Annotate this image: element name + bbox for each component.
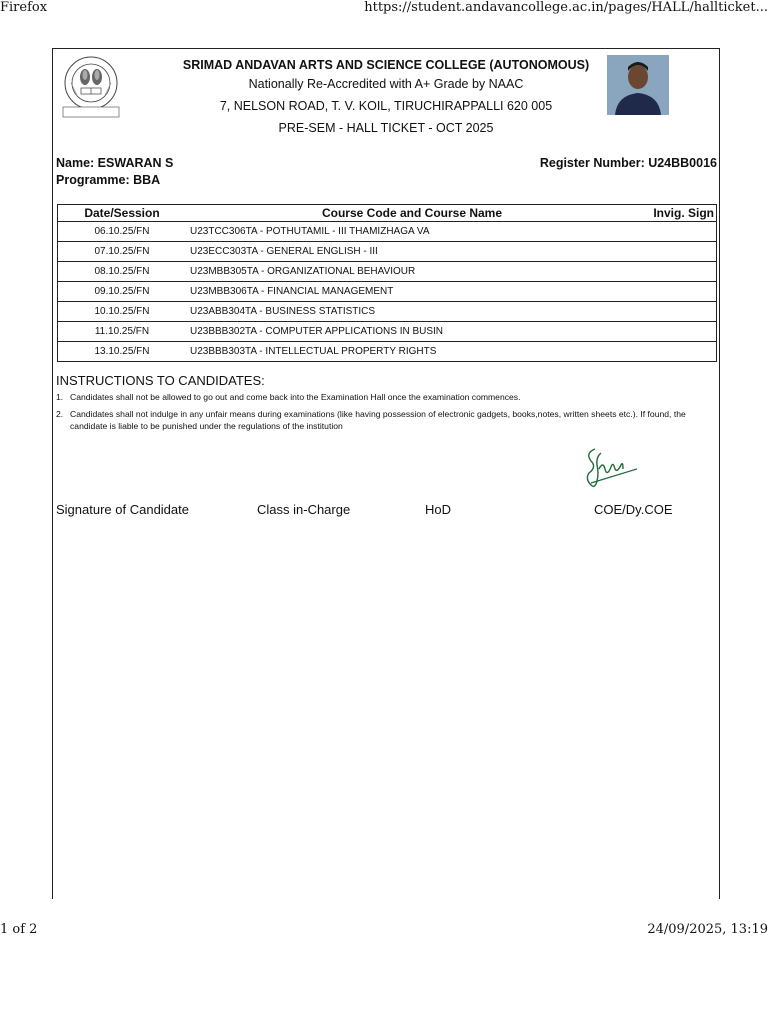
exam-course: U23TCC306TA - POTHUTAMIL - III THAMIZHAGA VA <box>186 222 638 242</box>
accreditation-line: Nationally Re-Accredited with A+ Grade by NAAC <box>248 77 524 91</box>
college-address: 7, NELSON ROAD, T. V. KOIL, TIRUCHIRAPPALLI 620 005 <box>219 99 553 113</box>
invig-sign-cell <box>638 302 717 322</box>
hall-ticket-sheet <box>52 48 720 899</box>
invig-sign-cell <box>638 262 717 282</box>
document-title: PRE-SEM - HALL TICKET - OCT 2025 <box>278 121 494 135</box>
table-row <box>58 222 717 242</box>
table-row <box>58 342 717 362</box>
print-footer <box>0 922 768 938</box>
invig-sign-cell <box>638 282 717 302</box>
browser-app-name: Firefox <box>0 0 48 15</box>
student-name: Name: ESWARAN S <box>56 156 174 170</box>
page-count: 1 of 2 <box>0 922 38 937</box>
page-url: https://student.andavancollege.ac.in/pages/HALL/hallticket... <box>364 0 768 15</box>
exam-schedule-table <box>57 204 717 362</box>
instructions-title: INSTRUCTIONS TO CANDIDATES: <box>56 373 265 388</box>
exam-course: U23MBB306TA - FINANCIAL MANAGEMENT <box>186 282 638 302</box>
instruction-number: 1. <box>56 392 64 402</box>
instructions-list <box>56 391 716 437</box>
table-row <box>58 262 717 282</box>
exam-course: U23ABB304TA - BUSINESS STATISTICS <box>186 302 638 322</box>
college-name: SRIMAD ANDAVAN ARTS AND SCIENCE COLLEGE (AUTONOMOUS) <box>182 58 590 72</box>
header-course: Course Code and Course Name <box>186 205 638 222</box>
table-row <box>58 242 717 262</box>
invig-sign-cell <box>638 342 717 362</box>
print-header <box>0 0 768 16</box>
signature-coe-label: COE/Dy.COE <box>594 502 673 517</box>
exam-date: 06.10.25/FN <box>58 222 187 242</box>
invig-sign-cell <box>638 242 717 262</box>
exam-date: 09.10.25/FN <box>58 282 187 302</box>
exam-date: 08.10.25/FN <box>58 262 187 282</box>
header-invig-sign: Invig. Sign <box>638 205 717 222</box>
invig-sign-cell <box>638 222 717 242</box>
print-datetime: 24/09/2025, 13:19 <box>647 922 768 937</box>
college-logo <box>59 55 123 119</box>
instruction-item <box>56 408 716 432</box>
table-row <box>58 302 717 322</box>
exam-date: 13.10.25/FN <box>58 342 187 362</box>
signature-candidate-label: Signature of Candidate <box>56 502 189 517</box>
table-row <box>58 282 717 302</box>
exam-date: 10.10.25/FN <box>58 302 187 322</box>
exam-course: U23BBB302TA - COMPUTER APPLICATIONS IN BUSIN <box>186 322 638 342</box>
instruction-text: Candidates shall not indulge in any unfair means during examinations (like having possession of electronic gadgets, books,notes, written sheets etc.). If found, the candidate is liable to be punished under the regulations of the institution <box>70 409 686 431</box>
student-photo <box>607 55 669 115</box>
exam-course: U23MBB305TA - ORGANIZATIONAL BEHAVIOUR <box>186 262 638 282</box>
exam-course: U23BBB303TA - INTELLECTUAL PROPERTY RIGHTS <box>186 342 638 362</box>
instruction-number: 2. <box>56 409 64 419</box>
student-programme: Programme: BBA <box>56 173 161 187</box>
coe-signature-image <box>581 443 643 495</box>
table-row <box>58 322 717 342</box>
header-date-session: Date/Session <box>58 205 187 222</box>
exam-date: 11.10.25/FN <box>58 322 187 342</box>
exam-course: U23ECC303TA - GENERAL ENGLISH - III <box>186 242 638 262</box>
instruction-item <box>56 391 716 403</box>
table-header-row <box>58 205 717 222</box>
instruction-text: Candidates shall not be allowed to go out and come back into the Examination Hall once the examination commences. <box>70 392 521 402</box>
signature-class-in-charge-label: Class in-Charge <box>257 502 351 517</box>
register-number: Register Number: U24BB0016 <box>539 156 717 170</box>
invig-sign-cell <box>638 322 717 342</box>
signature-hod-label: HoD <box>425 502 452 517</box>
exam-date: 07.10.25/FN <box>58 242 187 262</box>
